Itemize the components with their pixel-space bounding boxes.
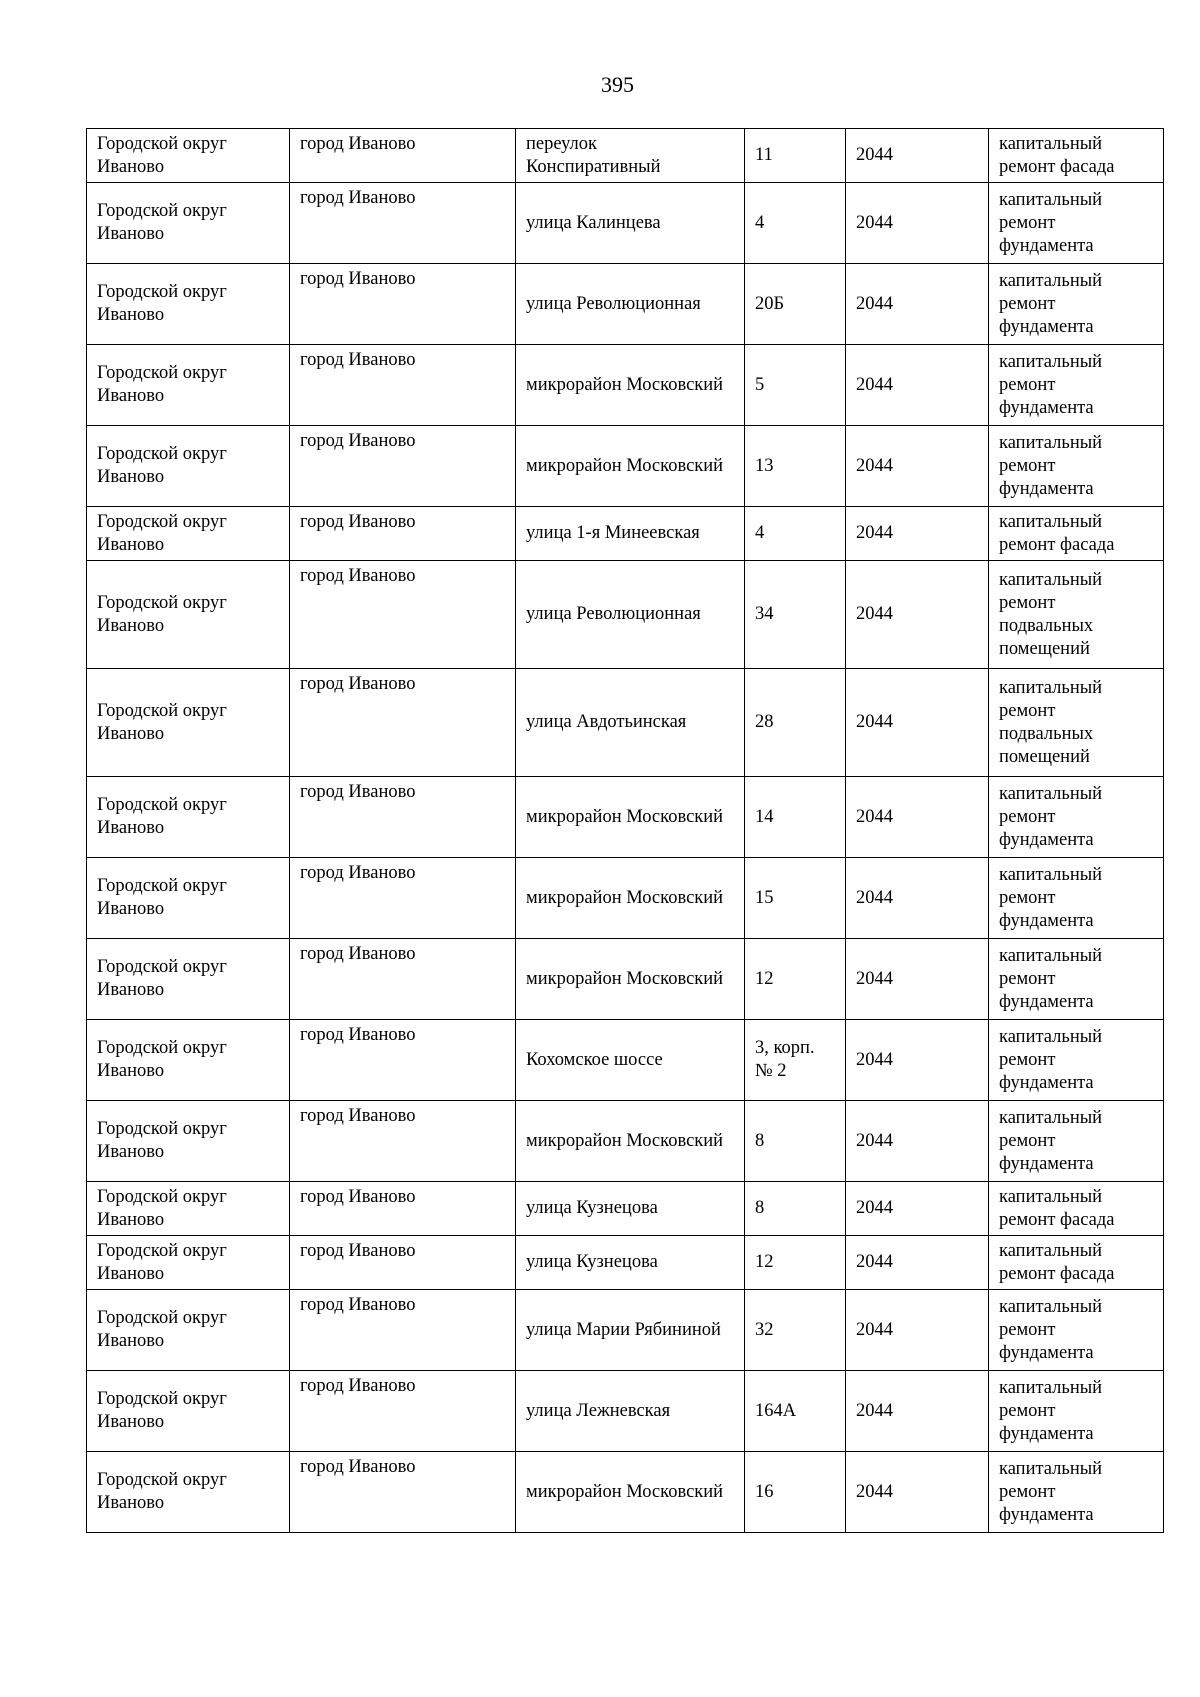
street-cell: улица Кузнецова [516, 1182, 745, 1236]
year-cell: 2044 [846, 939, 989, 1020]
work-type-cell: капитальный ремонт подвальных помещений [989, 669, 1164, 777]
municipality-cell: Городской округ Иваново [87, 507, 290, 561]
street-cell: улица Революционная [516, 561, 745, 669]
repair-schedule-table [86, 128, 1164, 1533]
city-cell: город Иваново [290, 1020, 516, 1101]
table-row [87, 507, 1164, 561]
year-cell: 2044 [846, 426, 989, 507]
page-number: 395 [601, 72, 634, 97]
house-cell: 5 [745, 345, 846, 426]
municipality-cell: Городской округ Иваново [87, 1101, 290, 1182]
table-row [87, 1452, 1164, 1533]
municipality-cell: Городской округ Иваново [87, 183, 290, 264]
municipality-cell: Городской округ Иваново [87, 777, 290, 858]
house-cell: 4 [745, 507, 846, 561]
table-row [87, 129, 1164, 183]
table-row [87, 669, 1164, 777]
street-cell: переулок Конспиративный [516, 129, 745, 183]
street-cell: Кохомское шоссе [516, 1020, 745, 1101]
street-cell: микрорайон Московский [516, 777, 745, 858]
year-cell: 2044 [846, 129, 989, 183]
city-cell: город Иваново [290, 1452, 516, 1533]
house-cell: 8 [745, 1101, 846, 1182]
house-cell: 13 [745, 426, 846, 507]
table-row [87, 1371, 1164, 1452]
year-cell: 2044 [846, 183, 989, 264]
street-cell: улица Марии Рябининой [516, 1290, 745, 1371]
municipality-cell: Городской округ Иваново [87, 129, 290, 183]
city-cell: город Иваново [290, 426, 516, 507]
city-cell: город Иваново [290, 129, 516, 183]
work-type-cell: капитальный ремонт фундамента [989, 1020, 1164, 1101]
work-type-cell: капитальный ремонт фасада [989, 1182, 1164, 1236]
work-type-cell: капитальный ремонт подвальных помещений [989, 561, 1164, 669]
table-row [87, 345, 1164, 426]
city-cell: город Иваново [290, 1182, 516, 1236]
house-cell: 14 [745, 777, 846, 858]
work-type-cell: капитальный ремонт фундамента [989, 264, 1164, 345]
city-cell: город Иваново [290, 561, 516, 669]
street-cell: микрорайон Московский [516, 939, 745, 1020]
year-cell: 2044 [846, 1182, 989, 1236]
street-cell: улица Авдотьинская [516, 669, 745, 777]
work-type-cell: капитальный ремонт фундамента [989, 1452, 1164, 1533]
street-cell: улица Революционная [516, 264, 745, 345]
house-cell: 8 [745, 1182, 846, 1236]
street-cell: улица Лежневская [516, 1371, 745, 1452]
city-cell: город Иваново [290, 1101, 516, 1182]
street-cell: микрорайон Московский [516, 1452, 745, 1533]
street-cell: улица Кузнецова [516, 1236, 745, 1290]
table-row [87, 561, 1164, 669]
municipality-cell: Городской округ Иваново [87, 939, 290, 1020]
work-type-cell: капитальный ремонт фундамента [989, 426, 1164, 507]
year-cell: 2044 [846, 1371, 989, 1452]
work-type-cell: капитальный ремонт фундамента [989, 183, 1164, 264]
house-cell: 34 [745, 561, 846, 669]
house-cell: 12 [745, 939, 846, 1020]
table-row [87, 1182, 1164, 1236]
table-row [87, 1236, 1164, 1290]
house-cell: 4 [745, 183, 846, 264]
municipality-cell: Городской округ Иваново [87, 426, 290, 507]
street-cell: микрорайон Московский [516, 1101, 745, 1182]
year-cell: 2044 [846, 264, 989, 345]
work-type-cell: капитальный ремонт фасада [989, 129, 1164, 183]
municipality-cell: Городской округ Иваново [87, 669, 290, 777]
year-cell: 2044 [846, 1290, 989, 1371]
house-cell: 3, корп. № 2 [745, 1020, 846, 1101]
municipality-cell: Городской округ Иваново [87, 1020, 290, 1101]
year-cell: 2044 [846, 1020, 989, 1101]
table-row [87, 1101, 1164, 1182]
work-type-cell: капитальный ремонт фундамента [989, 1101, 1164, 1182]
municipality-cell: Городской округ Иваново [87, 858, 290, 939]
table-row [87, 777, 1164, 858]
table-row [87, 1020, 1164, 1101]
year-cell: 2044 [846, 858, 989, 939]
work-type-cell: капитальный ремонт фундамента [989, 939, 1164, 1020]
street-cell: улица 1-я Минеевская [516, 507, 745, 561]
street-cell: микрорайон Московский [516, 345, 745, 426]
city-cell: город Иваново [290, 777, 516, 858]
house-cell: 20Б [745, 264, 846, 345]
city-cell: город Иваново [290, 507, 516, 561]
city-cell: город Иваново [290, 1290, 516, 1371]
table-row [87, 939, 1164, 1020]
work-type-cell: капитальный ремонт фундамента [989, 345, 1164, 426]
municipality-cell: Городской округ Иваново [87, 561, 290, 669]
city-cell: город Иваново [290, 1236, 516, 1290]
municipality-cell: Городской округ Иваново [87, 264, 290, 345]
year-cell: 2044 [846, 507, 989, 561]
municipality-cell: Городской округ Иваново [87, 1290, 290, 1371]
work-type-cell: капитальный ремонт фундамента [989, 777, 1164, 858]
year-cell: 2044 [846, 345, 989, 426]
year-cell: 2044 [846, 669, 989, 777]
city-cell: город Иваново [290, 264, 516, 345]
house-cell: 28 [745, 669, 846, 777]
street-cell: улица Калинцева [516, 183, 745, 264]
year-cell: 2044 [846, 1236, 989, 1290]
city-cell: город Иваново [290, 183, 516, 264]
work-type-cell: капитальный ремонт фундамента [989, 1371, 1164, 1452]
street-cell: микрорайон Московский [516, 858, 745, 939]
year-cell: 2044 [846, 1101, 989, 1182]
city-cell: город Иваново [290, 669, 516, 777]
house-cell: 164А [745, 1371, 846, 1452]
municipality-cell: Городской округ Иваново [87, 345, 290, 426]
city-cell: город Иваново [290, 345, 516, 426]
city-cell: город Иваново [290, 939, 516, 1020]
table-row [87, 858, 1164, 939]
street-cell: микрорайон Московский [516, 426, 745, 507]
work-type-cell: капитальный ремонт фундамента [989, 1290, 1164, 1371]
year-cell: 2044 [846, 1452, 989, 1533]
house-cell: 15 [745, 858, 846, 939]
city-cell: город Иваново [290, 1371, 516, 1452]
work-type-cell: капитальный ремонт фундамента [989, 858, 1164, 939]
house-cell: 16 [745, 1452, 846, 1533]
municipality-cell: Городской округ Иваново [87, 1452, 290, 1533]
work-type-cell: капитальный ремонт фасада [989, 507, 1164, 561]
table-row [87, 183, 1164, 264]
house-cell: 32 [745, 1290, 846, 1371]
municipality-cell: Городской округ Иваново [87, 1182, 290, 1236]
year-cell: 2044 [846, 777, 989, 858]
table-row [87, 264, 1164, 345]
table-row [87, 1290, 1164, 1371]
year-cell: 2044 [846, 561, 989, 669]
municipality-cell: Городской округ Иваново [87, 1236, 290, 1290]
house-cell: 11 [745, 129, 846, 183]
city-cell: город Иваново [290, 858, 516, 939]
work-type-cell: капитальный ремонт фасада [989, 1236, 1164, 1290]
house-cell: 12 [745, 1236, 846, 1290]
table-row [87, 426, 1164, 507]
municipality-cell: Городской округ Иваново [87, 1371, 290, 1452]
